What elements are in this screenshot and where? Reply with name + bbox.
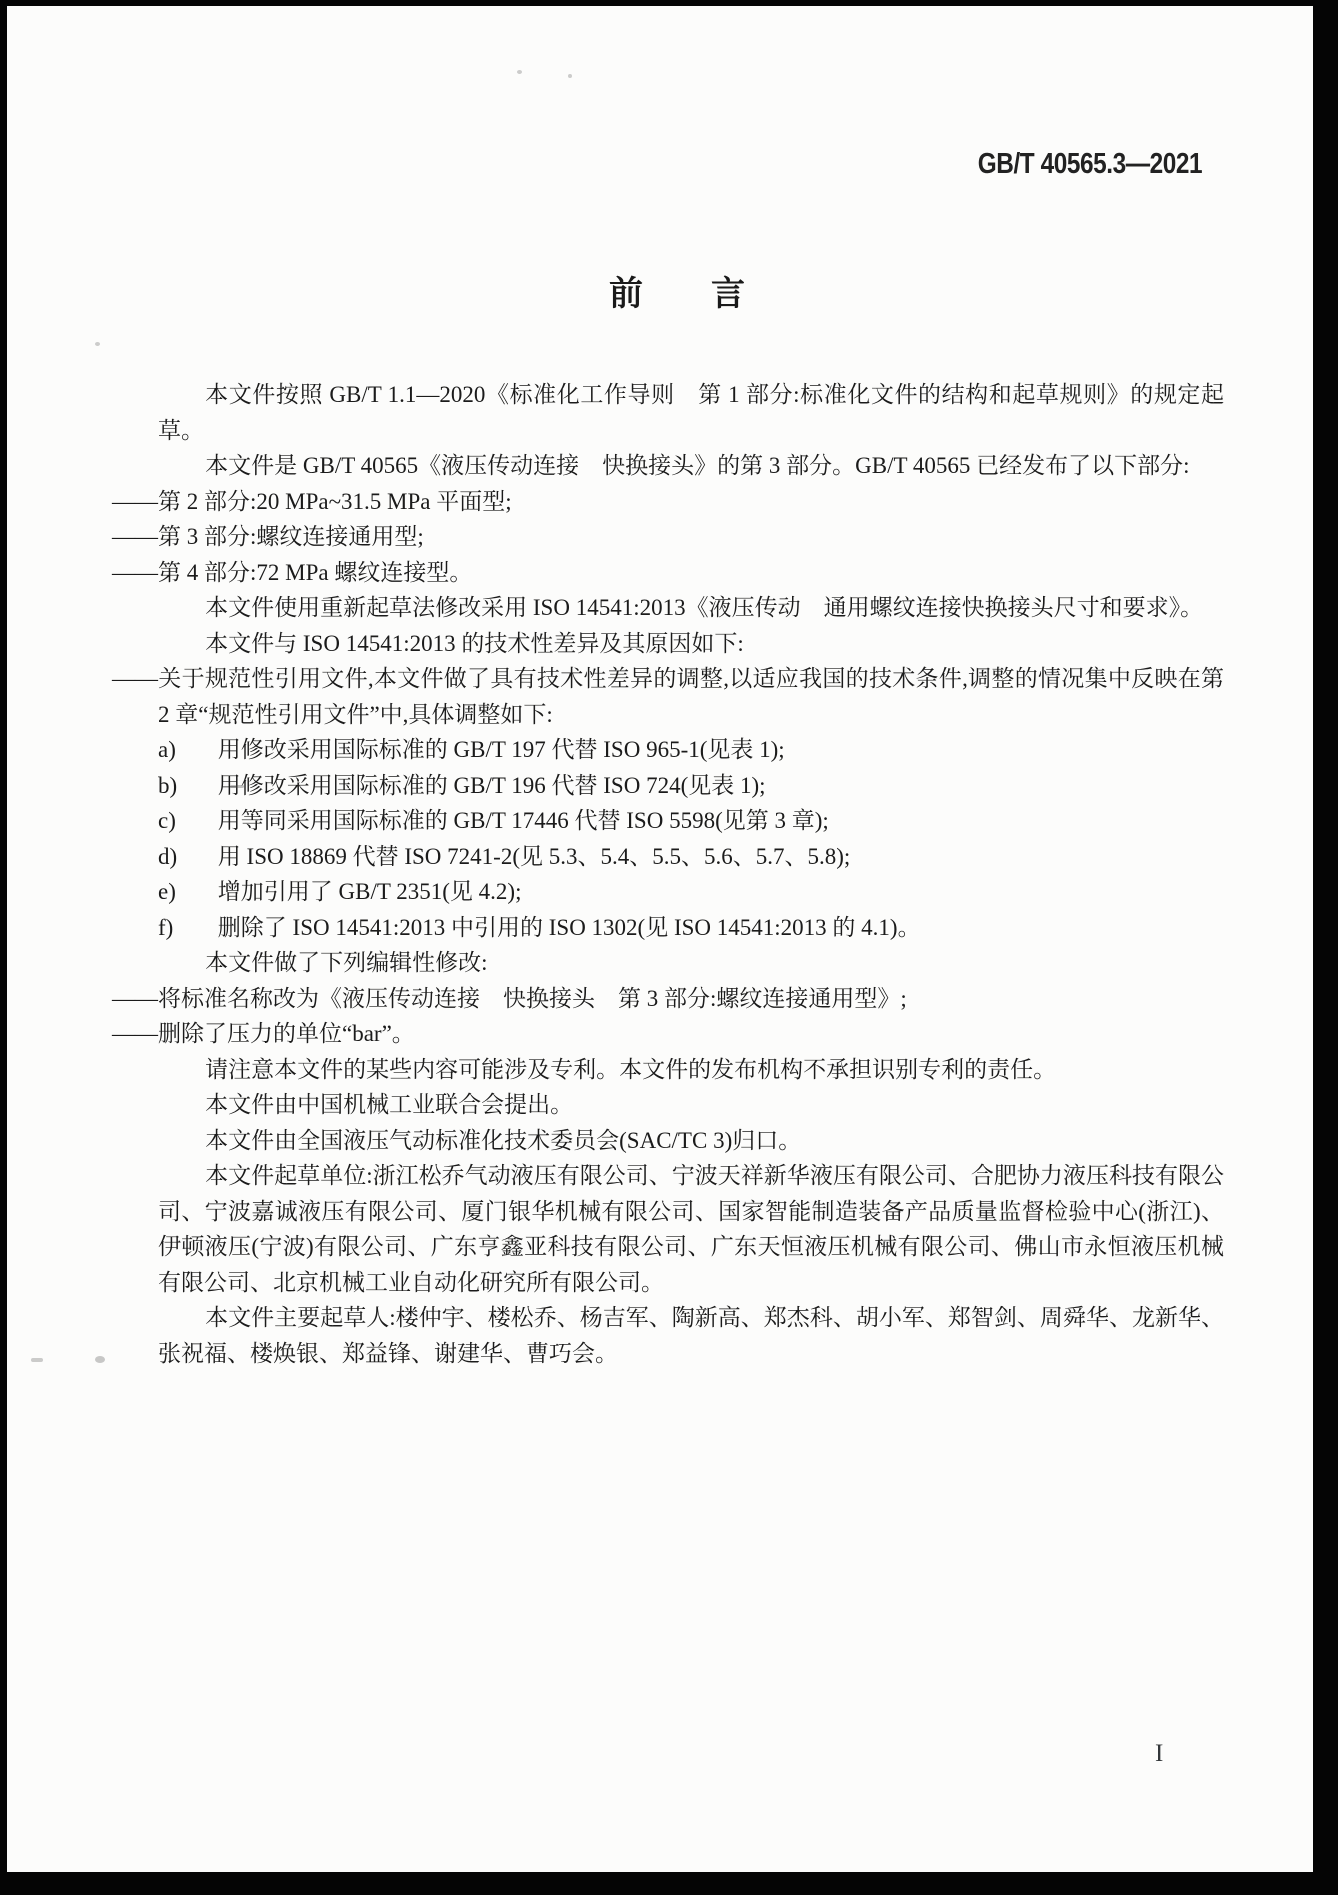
list-item: ——删除了压力的单位“bar”。	[112, 1021, 415, 1046]
list-item-label: a)	[158, 737, 176, 762]
list-item-text: 用修改采用国际标准的 GB/T 197 代替 ISO 965-1(见表 1);	[217, 737, 785, 762]
paragraph: 本文件按照 GB/T 1.1—2020《标准化工作导则 第 1 部分:标准化文件的结构和起草规则》的规定起草。	[158, 382, 1224, 443]
document-body	[112, 377, 1224, 1371]
list-item-label: c)	[158, 808, 176, 833]
paragraph: 本文件使用重新起草法修改采用 ISO 14541:2013《液压传动 通用螺纹连接快换接头尺寸和要求》。	[205, 595, 1204, 620]
scan-speck	[95, 342, 100, 346]
scan-speck	[95, 1356, 105, 1363]
paragraph: 本文件与 ISO 14541:2013 的技术性差异及其原因如下:	[205, 630, 744, 656]
standard-number-header: GB/T 40565.3—2021	[977, 148, 1202, 180]
list-item	[158, 910, 1224, 946]
list-item: ——第 4 部分:72 MPa 螺纹连接型。	[112, 559, 473, 585]
list-item: ——将标准名称改为《液压传动连接 快换接头 第 3 部分:螺纹连接通用型》;	[112, 985, 907, 1011]
paragraph: 本文件由全国液压气动标准化技术委员会(SAC/TC 3)归口。	[205, 1127, 802, 1153]
list-item-text: 增加引用了 GB/T 2351(见 4.2);	[217, 879, 522, 904]
paragraph: 本文件起草单位:浙江松乔气动液压有限公司、宁波天祥新华液压有限公司、合肥协力液压科技有限公司、宁波嘉诚液压有限公司、厦门银华机械有限公司、国家智能制造装备产品质量监督检验中心(浙江)、伊顿液压(宁波)有限公司、广东亨鑫亚科技有限公司、广东天恒液压机械有限公司、佛山市永恒液压机械有限公司、北京机械工业自动化研究所有限公司。	[158, 1163, 1224, 1295]
scan-speck	[230, 785, 244, 788]
list-item-text: 用修改采用国际标准的 GB/T 196 代替 ISO 724(见表 1);	[217, 772, 766, 798]
list-item-text: 用等同采用国际标准的 GB/T 17446 代替 ISO 5598(见第 3 章);	[217, 808, 829, 833]
list-item-label: f)	[158, 914, 174, 940]
page-title: 前 言	[609, 275, 745, 313]
list-item	[158, 839, 1224, 875]
scan-speck	[31, 1358, 43, 1362]
document-page	[7, 6, 1313, 1872]
paragraph: 请注意本文件的某些内容可能涉及专利。本文件的发布机构不承担识别专利的责任。	[205, 1056, 1057, 1082]
list-item: ——第 3 部分:螺纹连接通用型;	[112, 524, 424, 549]
paragraph: 本文件由中国机械工业联合会提出。	[205, 1092, 574, 1117]
list-item	[158, 732, 1224, 768]
list-item-text: 删除了 ISO 14541:2013 中引用的 ISO 1302(见 ISO 14541:2013 的 4.1)。	[217, 914, 921, 940]
list-item: ——关于规范性引用文件,本文件做了具有技术性差异的调整,以适应我国的技术条件,调整的情况集中反映在第 2 章“规范性引用文件”中,具体调整如下:	[112, 666, 1224, 727]
list-item-text: 用 ISO 18869 代替 ISO 7241-2(见 5.3、5.4、5.5、5.6、5.7、5.8);	[217, 843, 851, 869]
list-item: ——第 2 部分:20 MPa~31.5 MPa 平面型;	[112, 488, 512, 514]
scan-speck	[568, 74, 572, 78]
list-item-label: e)	[158, 879, 176, 904]
list-item	[158, 874, 1224, 910]
list-item-label: b)	[158, 772, 178, 798]
list-item	[158, 803, 1224, 839]
paragraph: 本文件主要起草人:楼仲宇、楼松乔、杨吉军、陶新高、郑杰科、胡小军、郑智剑、周舜华、龙新华、张祝福、楼焕银、郑益锋、谢建华、曹巧会。	[158, 1305, 1224, 1366]
list-item-label: d)	[158, 843, 178, 869]
paragraph: 本文件是 GB/T 40565《液压传动连接 快换接头》的第 3 部分。GB/T 40565 已经发布了以下部分:	[205, 453, 1190, 478]
page-number: I	[1155, 1740, 1164, 1767]
list-item	[158, 768, 1224, 804]
paragraph: 本文件做了下列编辑性修改:	[205, 950, 488, 975]
scan-speck	[517, 70, 522, 74]
